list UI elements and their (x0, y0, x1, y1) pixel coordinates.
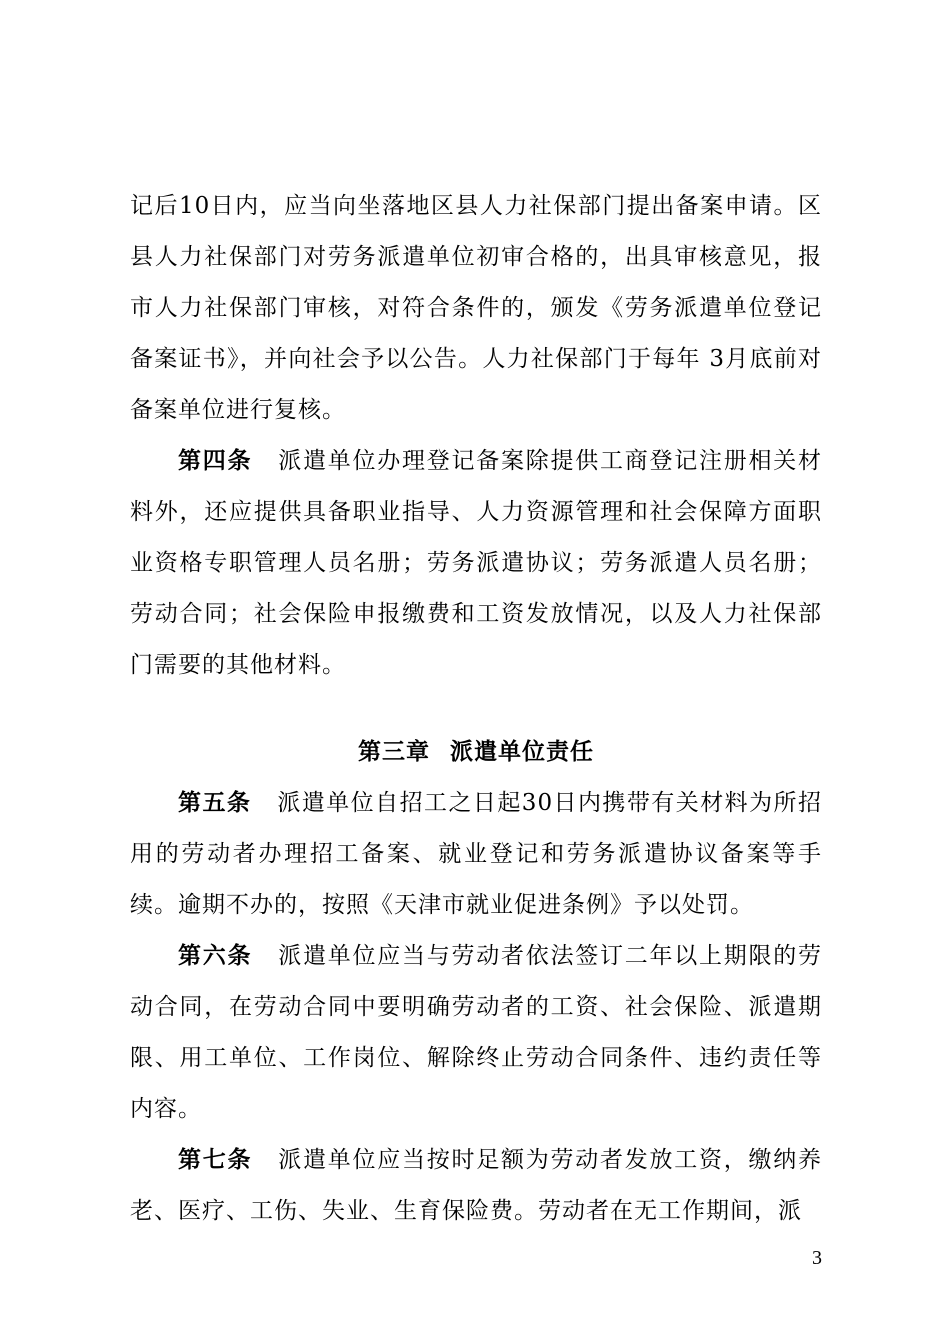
article-4-label: 第四条 (178, 448, 253, 474)
article-7-text: 派遣单位应当按时足额为劳动者发放工资，缴纳养老、医疗、工伤、失业、生育保险费。劳动者在无工作期间，派 (130, 1147, 822, 1224)
body-text-upper (130, 181, 822, 691)
article-6-text: 派遣单位应当与劳动者依法签订二年以上期限的劳动合同，在劳动合同中要明确劳动者的工资、社会保险、派遣期限、用工单位、工作岗位、解除终止劳动合同条件、违约责任等内容。 (130, 943, 822, 1122)
article-5-label: 第五条 (178, 790, 252, 816)
article-5-text: 派遣单位自招工之日起30日内携带有关材料为所招用的劳动者办理招工备案、就业登记和劳务派遣协议备案等手续。逾期不办的，按照《天津市就业促进条例》予以处罚。 (130, 790, 822, 918)
article-7 (130, 1135, 822, 1237)
page-number: 3 (812, 1247, 822, 1269)
article-7-label: 第七条 (178, 1147, 253, 1173)
article-6-label: 第六条 (178, 943, 253, 969)
continued-paragraph: 记后10日内，应当向坐落地区县人力社保部门提出备案申请。区县人力社保部门对劳务派遣单位初审合格的，出具审核意见，报市人力社保部门审核，对符合条件的，颁发《劳务派遣单位登记备案证书》，并向社会予以公告。人力社保部门于每年 3月底前对备案单位进行复核。 (130, 193, 822, 423)
body-text-lower (130, 778, 822, 1237)
article-4 (130, 436, 822, 691)
chapter-number: 第三章 (358, 739, 430, 765)
article-5 (130, 778, 822, 931)
chapter-heading (130, 727, 822, 778)
article-6 (130, 931, 822, 1135)
article-4-text: 派遣单位办理登记备案除提供工商登记注册相关材料外，还应提供具备职业指导、人力资源管理和社会保障方面职业资格专职管理人员名册；劳务派遣协议；劳务派遣人员名册；劳动合同；社会保险申报缴费和工资发放情况，以及人力社保部门需要的其他材料。 (130, 448, 822, 678)
chapter-title: 派遣单位责任 (450, 739, 594, 765)
